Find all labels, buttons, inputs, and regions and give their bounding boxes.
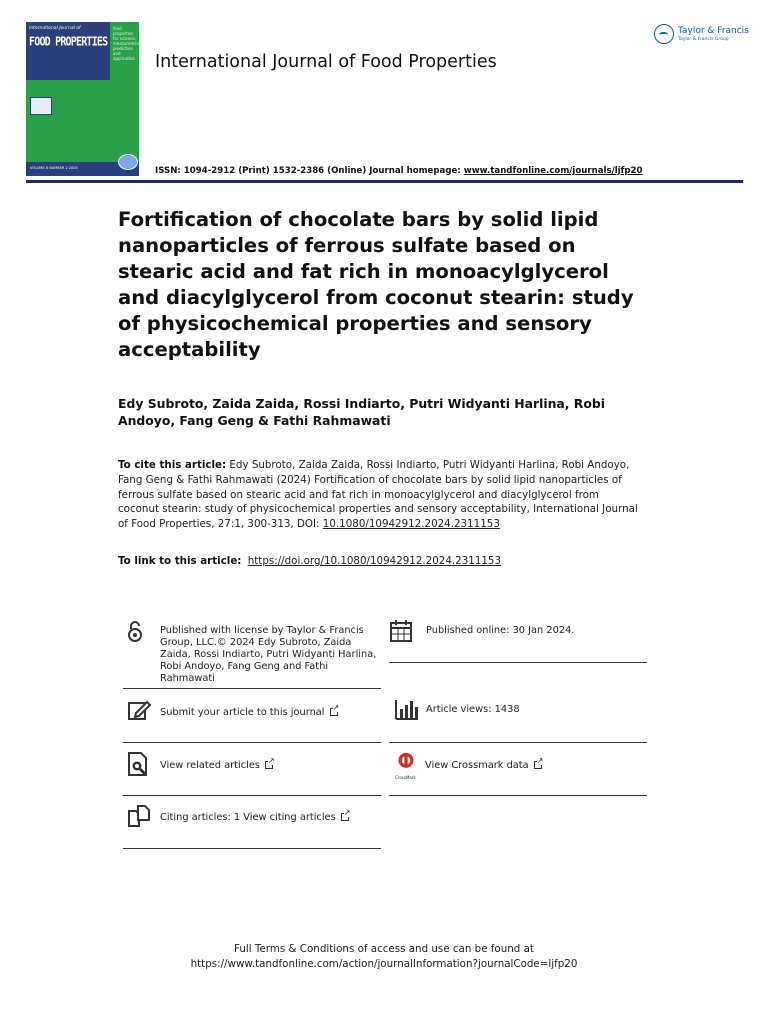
cover-illustration	[30, 97, 52, 115]
divider	[123, 742, 381, 743]
license-text: Published with license by Taylor & Francis Group, LLC.© 2024 Edy Subroto, Zaida Zaida, Rossi Indiarto, Putri Widyanti Harlina, Robi Andoyo, Fang Geng and Fathi Rahmawati	[160, 625, 377, 684]
published-online-text: Published online: 30 Jan 2024.	[426, 625, 575, 636]
calendar-icon	[389, 619, 413, 643]
submit-article-label: Submit your article to this journal	[160, 707, 325, 718]
journal-cover-image	[26, 22, 143, 176]
document-search-icon	[127, 752, 151, 776]
crossmark-icon	[395, 752, 419, 780]
article-authors: Edy Subroto, Zaida Zaida, Rossi Indiarto, Putri Widyanti Harlina, Robi Andoyo, Fang Geng & Fathi Rahmawati	[118, 396, 605, 428]
citation-text: Edy Subroto, Zaida Zaida, Rossi Indiarto, Putri Widyanti Harlina, Robi Andoyo, Fang Geng & Fathi Rahmawati (2024) Fortification of chocolate bars by solid lipid nanoparticles of ferrous sulfate based on stearic acid and fat rich in monoacylglycerol and diacylglycerol from coconut stearin: study of physicochemical properties and sensory acceptability, International Journal of Food Properties, 27:1, 300-313, DOI:	[118, 459, 638, 531]
external-link-icon	[330, 708, 338, 716]
article-title: Fortification of chocolate bars by solid lipid nanoparticles of ferrous sulfate based on stearic acid and fat rich in monoacylglycerol and diacylglycerol from coconut stearin: study of physicochemical properties and sensory acceptability	[118, 208, 634, 361]
journal-name: International Journal of Food Properties	[155, 52, 497, 72]
external-link-icon	[341, 813, 349, 821]
article-link-label: To link to this article:	[118, 555, 242, 567]
divider	[389, 742, 647, 743]
citation-doi-link[interactable]: 10.1080/10942912.2024.2311153	[322, 518, 500, 531]
divider	[389, 662, 647, 663]
taylor-francis-logo-icon	[654, 24, 674, 44]
divider	[123, 688, 381, 689]
article-views-text: Article views: 1438	[426, 704, 520, 715]
cover-globe-icon	[118, 154, 138, 170]
terms-footer	[0, 942, 768, 972]
publisher-logo-sub: Taylor & Francis Group	[678, 37, 729, 42]
article-link-line	[118, 555, 638, 567]
article-doi-link[interactable]: https://doi.org/10.1080/10942912.2024.2311153	[247, 555, 502, 567]
open-access-icon	[123, 619, 147, 643]
external-link-icon	[534, 761, 542, 769]
header-divider	[26, 180, 743, 183]
journal-homepage-link[interactable]: www.tandfonline.com/journals/ljfp20	[463, 166, 643, 176]
divider	[123, 848, 381, 849]
related-articles-label: View related articles	[160, 760, 260, 771]
crossmark-label: View Crossmark data	[425, 760, 529, 771]
citing-articles-label: Citing articles: 1 View citing articles	[160, 812, 336, 823]
cover-volume-text: VOLUME 8 NUMBER 2 2005	[30, 166, 78, 170]
bar-chart-icon	[394, 697, 418, 721]
cover-top-text: International Journal of	[29, 26, 81, 31]
divider	[123, 795, 381, 796]
terms-url-link[interactable]: https://www.tandfonline.com/action/journalInformation?journalCode=ljfp20	[190, 958, 578, 970]
cover-title: FOOD PROPERTIES	[29, 36, 108, 50]
divider	[389, 795, 647, 796]
issn-text: ISSN: 1094-2912 (Print) 1532-2386 (Online) Journal homepage:	[155, 166, 464, 176]
citation-block	[118, 458, 638, 532]
publisher-logo-name: Taylor & Francis	[678, 26, 749, 36]
external-link-icon	[265, 761, 273, 769]
edit-icon	[127, 699, 151, 723]
cover-side-text: food properties for science, measurement, prediction and application	[113, 26, 143, 61]
publisher-logo[interactable]	[654, 22, 749, 48]
terms-line: Full Terms & Conditions of access and use can be found at	[234, 943, 534, 955]
issn-line	[155, 166, 642, 176]
citing-articles-icon	[127, 804, 151, 828]
citation-label: To cite this article:	[118, 459, 227, 471]
crossmark-icon-label: CrossMark	[395, 775, 416, 780]
